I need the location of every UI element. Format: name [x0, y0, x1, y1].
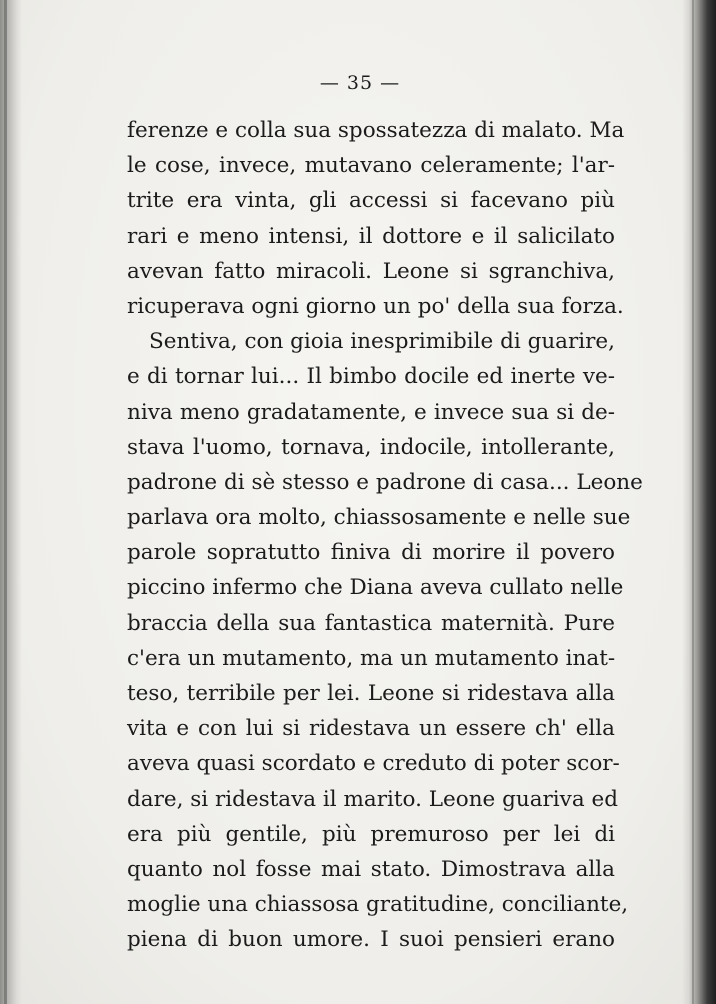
- text-line: c'era un mutamento, ma un mutamento inat-: [127, 645, 616, 671]
- text-line: ricuperava ogni giorno un po' della sua forza.: [127, 293, 624, 319]
- text-line: avevan fatto miracoli. Leone si sgranchiva,: [127, 258, 615, 284]
- text-line: braccia della sua fantastica maternità. Pure: [127, 610, 615, 636]
- text-line: teso, terribile per lei. Leone si ridestava alla: [127, 681, 615, 706]
- text-line: stava l'uomo, tornava, indocile, intollerante,: [127, 434, 615, 460]
- text-line: dare, si ridestava il marito. Leone guariva ed: [127, 786, 618, 812]
- body-text: [127, 113, 643, 958]
- text-line: e di tornar lui... Il bimbo docile ed inerte ve-: [127, 364, 615, 390]
- text-line: trite era vinta, gli accessi si facevano più: [127, 188, 615, 214]
- text-line: moglie una chiassosa gratitudine, conciliante,: [127, 892, 629, 918]
- text-line: ferenze e colla sua spossatezza di malato. Ma: [127, 118, 625, 143]
- binding-shadow-line: [4, 0, 7, 1004]
- page-right-edge-line: [692, 0, 694, 1004]
- text-line: quanto nol fosse mai stato. Dimostrava alla: [127, 856, 615, 882]
- page-right-edge: [682, 0, 716, 1004]
- paragraph-start-line: Sentiva, con gioia inesprimibile di guarire,: [149, 329, 615, 355]
- page-number: — 35 —: [319, 72, 401, 94]
- text-line: piccino infermo che Diana aveva cullato nelle: [127, 575, 624, 601]
- text-line: parole sopratutto finiva di morire il povero: [127, 540, 615, 566]
- text-line: rari e meno intensi, il dottore e il salicilato: [127, 223, 615, 249]
- text-line: aveva quasi scordato e creduto di poter scor-: [127, 751, 620, 777]
- text-line: padrone di sè stesso e padrone di casa... Leone: [127, 469, 643, 495]
- text-line: piena di buon umore. I suoi pensieri erano: [127, 927, 615, 953]
- text-line: vita e con lui si ridestava un essere ch' ella: [127, 716, 615, 742]
- text-line: niva meno gradatamente, e invece sua si de-: [127, 399, 615, 425]
- text-line: le cose, invece, mutavano celeramente; l'ar-: [127, 153, 615, 179]
- text-line: parlava ora molto, chiassosamente e nelle sue: [127, 505, 631, 531]
- text-line: era più gentile, più premuroso per lei di: [127, 821, 615, 847]
